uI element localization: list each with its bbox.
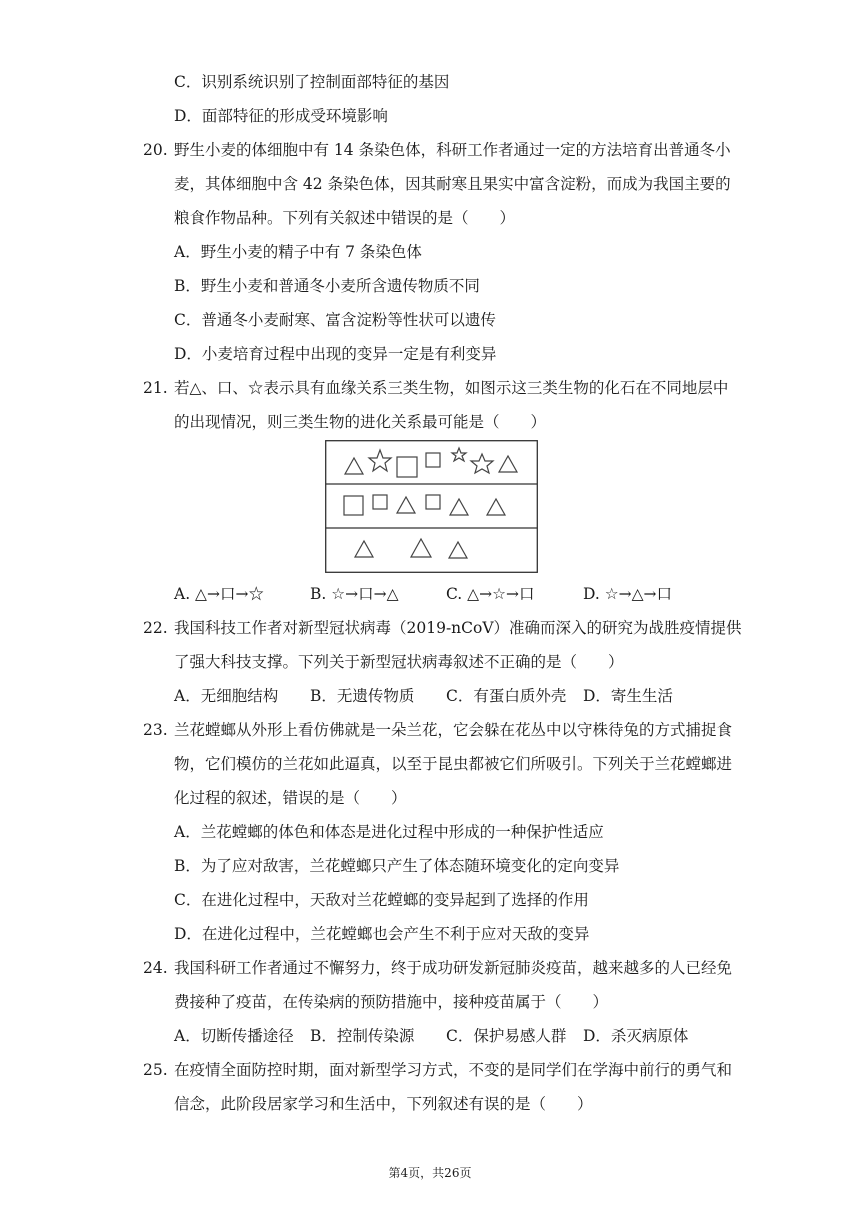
q21-option-a: A. △→口→☆ <box>174 585 264 603</box>
q24-option-d: D．杀灭病原体 <box>583 1027 689 1045</box>
q20-stem-line1: 野生小麦的体细胞中有 14 条染色体，科研工作者通过一定的方法培育出普通冬小 <box>174 141 731 159</box>
square-fossil <box>344 496 363 515</box>
square-fossil <box>373 495 387 509</box>
triangle-fossil <box>487 499 505 515</box>
q23-option-d: D．在进化过程中，兰花螳螂也会产生不利于应对天敌的变异 <box>174 925 590 943</box>
star-fossil <box>369 450 391 471</box>
q21-option-c: C. △→☆→口 <box>446 585 535 603</box>
star-fossil <box>471 454 493 473</box>
q24-stem-line1: 我国科研工作者通过不懈努力，终于成功研发新冠肺炎疫苗，越来越多的人已经免 <box>174 959 733 977</box>
q20-option-d: D．小麦培育过程中出现的变异一定是有利变异 <box>174 345 497 363</box>
q19-option-c: C．识别系统识别了控制面部特征的基因 <box>174 73 450 91</box>
q22-option-a: A．无细胞结构 <box>174 687 279 705</box>
q21-number: 21. <box>143 379 168 397</box>
square-fossil <box>426 453 440 467</box>
q20-number: 20. <box>143 141 168 159</box>
triangle-fossil <box>450 499 468 515</box>
q21-stem-line2: 的出现情况，则三类生物的进化关系最可能是（ ） <box>174 413 547 431</box>
q22-number: 22. <box>143 619 168 637</box>
q21-option-b: B. ☆→口→△ <box>310 585 399 603</box>
q20-stem-line3: 粮食作物品种。下列有关叙述中错误的是（ ） <box>174 209 516 227</box>
q22-option-c: C．有蛋白质外壳 <box>446 687 567 705</box>
q21-option-d: D. ☆→△→口 <box>583 585 673 603</box>
q20-option-a: A．野生小麦的精子中有 7 条染色体 <box>174 243 422 261</box>
q25-number: 25. <box>143 1061 168 1079</box>
triangle-fossil <box>397 497 415 513</box>
q24-number: 24. <box>143 959 168 977</box>
q24-option-c: C．保护易感人群 <box>446 1027 567 1045</box>
triangle-fossil <box>499 456 517 472</box>
q23-option-c: C．在进化过程中，天敌对兰花螳螂的变异起到了选择的作用 <box>174 891 589 909</box>
q22-stem-line1: 我国科技工作者对新型冠状病毒（2019-nCoV）准确而深入的研究为战胜疫情提供 <box>174 619 742 637</box>
star-fossil <box>452 448 466 461</box>
q24-stem-line2: 费接种了疫苗，在传染病的预防措施中，接种疫苗属于（ ） <box>174 993 609 1011</box>
q25-stem-line1: 在疫情全面防控时期，面对新型学习方式，不变的是同学们在学海中前行的勇气和 <box>174 1061 733 1079</box>
q23-stem-line2: 物，它们模仿的兰花如此逼真，以至于昆虫都被它们所吸引。下列关于兰花螳螂进 <box>174 755 733 773</box>
q24-option-a: A．切断传播途径 <box>174 1027 294 1045</box>
q23-number: 23. <box>143 721 168 739</box>
q19-option-d: D．面部特征的形成受环境影响 <box>174 107 388 125</box>
q23-stem-line1: 兰花螳螂从外形上看仿佛就是一朵兰花，它会躲在花丛中以守株待兔的方式捕捉食 <box>174 721 733 739</box>
fossil-strata-figure <box>325 440 538 573</box>
q22-option-d: D．寄生生活 <box>583 687 673 705</box>
q20-option-b: B．野生小麦和普通冬小麦所含遗传物质不同 <box>174 277 480 295</box>
q20-stem-line2: 麦，其体细胞中含 42 条染色体，因其耐寒且果实中富含淀粉，而成为我国主要的 <box>174 175 731 193</box>
q23-option-a: A．兰花螳螂的体色和体态是进化过程中形成的一种保护性适应 <box>174 823 604 841</box>
q22-stem-line2: 了强大科技支撑。下列关于新型冠状病毒叙述不正确的是（ ） <box>174 653 624 671</box>
triangle-fossil <box>411 539 431 557</box>
q23-stem-line3: 化过程的叙述，错误的是（ ） <box>174 789 407 807</box>
q23-option-b: B．为了应对敌害，兰花螳螂只产生了体态随环境变化的定向变异 <box>174 857 620 875</box>
triangle-fossil <box>449 542 467 558</box>
square-fossil <box>397 457 417 477</box>
q22-option-b: B．无遗传物质 <box>310 687 415 705</box>
q21-stem-line1: 若△、口、☆表示具有血缘关系三类生物，如图示这三类生物的化石在不同地层中 <box>174 379 729 397</box>
triangle-fossil <box>355 541 373 557</box>
q20-option-c: C．普通冬小麦耐寒、富含淀粉等性状可以遗传 <box>174 311 496 329</box>
q24-option-b: B．控制传染源 <box>310 1027 415 1045</box>
q25-stem-line2: 信念，此阶段居家学习和生活中，下列叙述有误的是（ ） <box>174 1095 593 1113</box>
square-fossil <box>426 495 440 509</box>
triangle-fossil <box>345 458 363 474</box>
page-number: 第4页，共26页 <box>388 1166 472 1180</box>
